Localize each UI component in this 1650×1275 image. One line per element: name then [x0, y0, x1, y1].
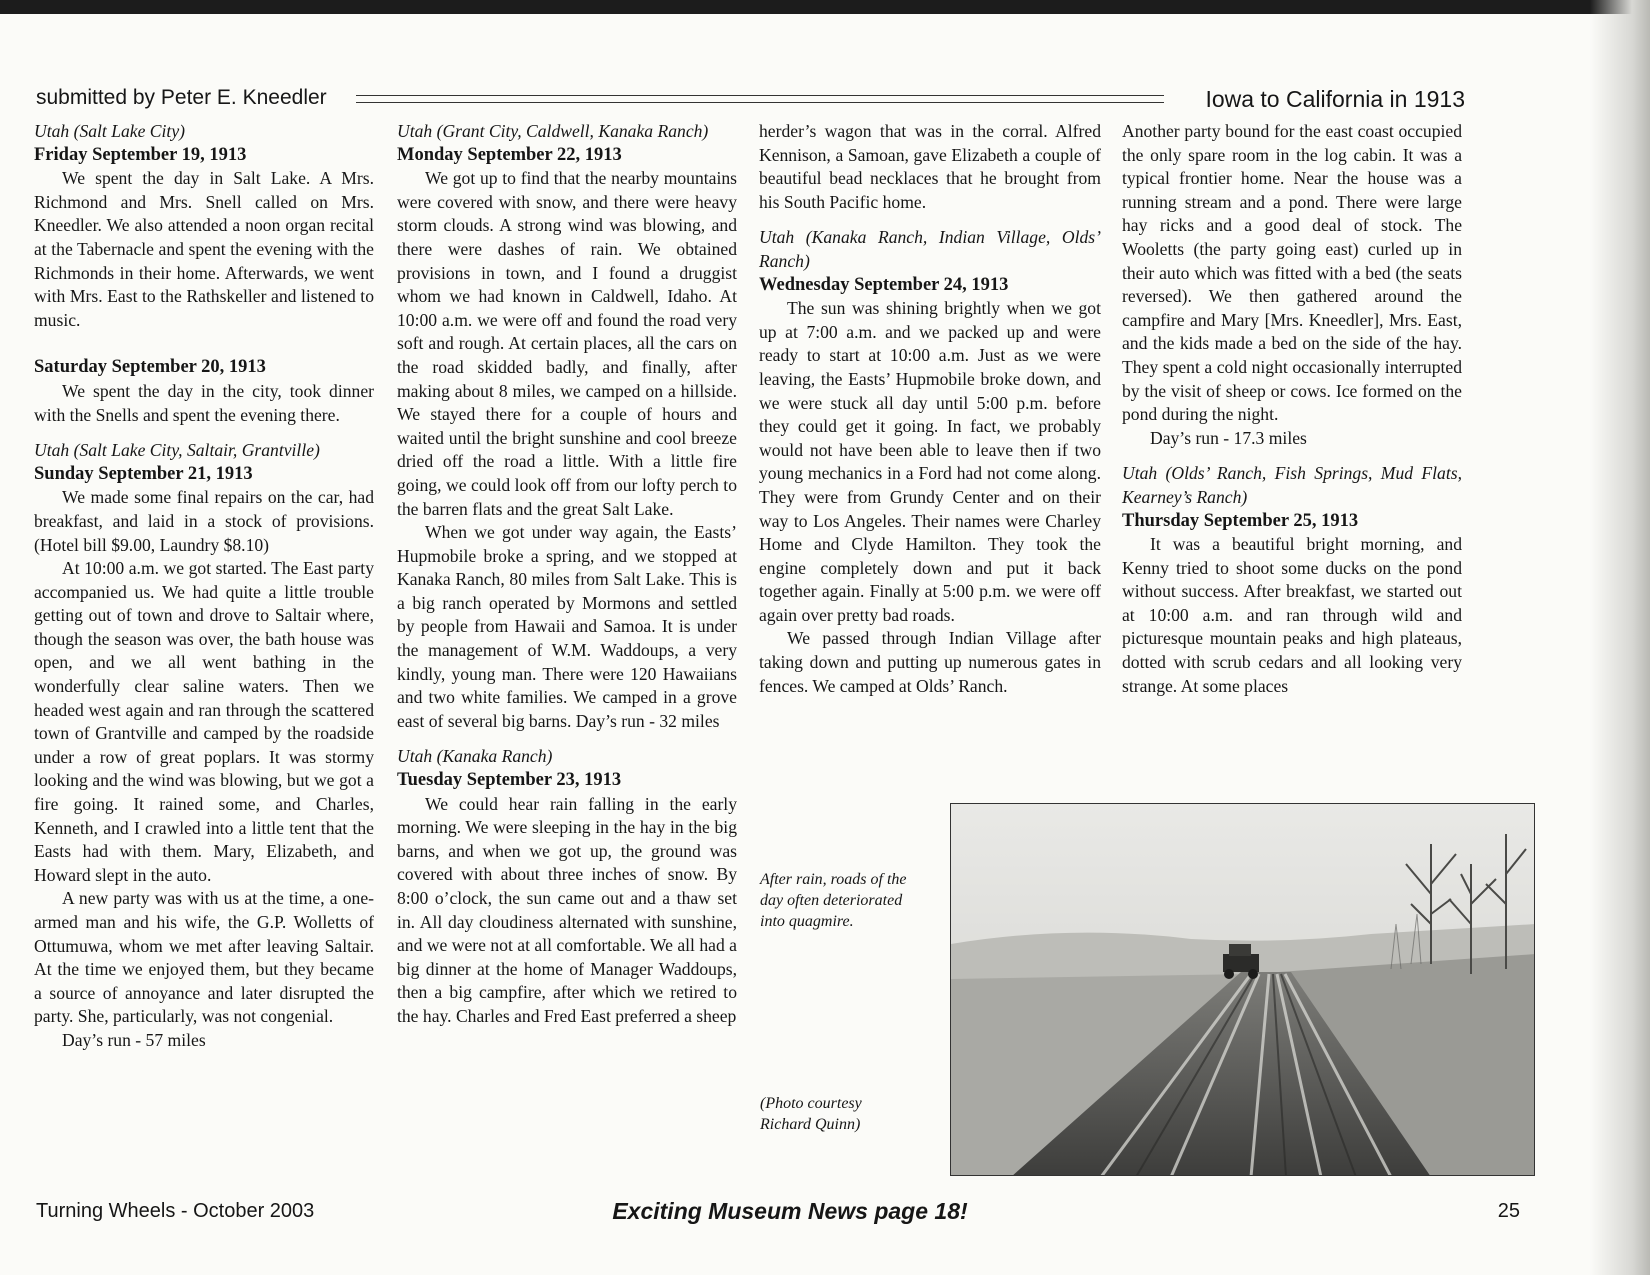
entry-location: Utah (Grant City, Caldwell, Kanaka Ranch) — [397, 121, 709, 141]
scan-top-edge — [0, 0, 1650, 14]
footer-promo: Exciting Museum News page 18! — [612, 1198, 968, 1224]
entry-date: Friday September 19, 1913 — [34, 144, 247, 165]
entry-date: Saturday September 20, 1913 — [34, 357, 266, 378]
column-3 — [759, 120, 1101, 698]
days-run: Day’s run - 17.3 miles — [1150, 427, 1307, 448]
entry-paragraph: We spent the day in Salt Lake. A Mrs. Richmond and Mrs. Snell called on Mrs. Kneedler. We also attended a noon organ recital at the Tabernacle and spent the evening with the Richmonds in their home. Afterwards, we went with Mrs. East to the Rathskeller and listened to music. — [34, 168, 374, 330]
entry-paragraph: The sun was shining brightly when we got up at 7:00 a.m. and we packed up and were ready to start at 10:00 a.m. Just as we were leaving, the Easts’ Hupmobile broke down, and we were stuck all day until 5:00 p.m. before they could get it going. In fact, we probably would not have been able to leave then if two young mechanics in a Ford had not come along. They were from Grundy Center and on their way to Los Angeles. Their names were Charley Home and Clyde Hamilton. They took the engine completely down and put it back together again. Finally at 5:00 p.m. we were off again over pretty bad roads. — [759, 298, 1101, 625]
entry-paragraph: We spent the day in the city, took dinner with the Snells and spent the evening there. — [34, 380, 374, 425]
entry-paragraph: We passed through Indian Village after taking down and putting up numerous gates in fences. We camped at Olds’ Ranch. — [759, 628, 1101, 696]
days-run: Day’s run - 57 miles — [62, 1029, 206, 1050]
column-2 — [397, 120, 737, 1029]
entry-date: Wednesday September 24, 1913 — [759, 274, 1009, 295]
entry-location: Utah (Salt Lake City, Saltair, Grantville) — [34, 440, 320, 461]
entry-date: Sunday September 21, 1913 — [34, 463, 253, 484]
column-1 — [34, 120, 374, 1053]
entry-paragraph: herder’s wagon that was in the corral. Alfred Kennison, a Samoan, gave Elizabeth a couple of beautiful bead necklaces that he brought from his South Pacific home. — [759, 121, 1101, 212]
entry-paragraph: Another party bound for the east coast occupied the only spare room in the log cabin. It was a typical frontier home. Near the house was a running stream and a pond. There were large hay ricks and a good deal of stock. The Wooletts (the party going east) curled up in their auto which was fitted with a bed (the seats reversed). We then gathered around the campfire and Mary [Mrs. Kneedler], Mrs. East, and the kids made a bed on the side of the hay. They spent a cold night occasionally interrupted by the visit of sheep or cows. Ice formed on the pond during the night. — [1122, 121, 1462, 425]
entry-date: Thursday September 25, 1913 — [1122, 510, 1359, 531]
muddy-road-photo — [950, 803, 1535, 1176]
scan-right-edge-shadow — [1590, 0, 1650, 1275]
entry-paragraph: A new party was with us at the time, a one-armed man and his wife, the G.P. Wolletts of Ottumuwa, whom we met after leaving Saltair. At the time we enjoyed them, but they became a source of annoyance and later disrupted the party. She, particularly, was not congenial. — [34, 888, 374, 1027]
photo-credit: (Photo courtesy Richard Quinn) — [760, 1095, 862, 1133]
entry-date: Monday September 22, 1913 — [397, 144, 622, 165]
article-title: Iowa to California in 1913 — [1205, 86, 1465, 112]
entry-location: Utah (Olds’ Ranch, Fish Springs, Mud Flats, Kearney’s Ranch) — [1122, 463, 1462, 507]
entry-paragraph: It was a beautiful bright morning, and Kenny tried to shoot some ducks on the pond without success. After breakfast, we started out at 10:00 a.m. and ran through wild and picturesque mountain peaks and high plateaus, dotted with scrub cedars and all looking very strange. At some places — [1122, 534, 1462, 696]
footer-publication: Turning Wheels - October 2003 — [36, 1200, 315, 1222]
entry-date: Tuesday September 23, 1913 — [397, 770, 622, 791]
photo-block — [760, 803, 1535, 1176]
header-rule — [356, 95, 1164, 103]
column-4 — [1122, 120, 1462, 698]
entry-paragraph: When we got under way again, the Easts’ Hupmobile broke a spring, and we stopped at Kanaka Ranch, 80 miles from Salt Lake. This is a big ranch operated by Mormons and settled by people from Hawaii and Samoa. It is under the management of W.M. Waddoups, a very kindly, young man. There were 120 Hawaiians and two white families. We camped in a grove east of several big barns. Day’s run - 32 miles — [397, 522, 737, 731]
entry-paragraph: We could hear rain falling in the early morning. We were sleeping in the hay in the big barns, and when we got up, the ground was covered with about three inches of snow. By 8:00 o’clock, the sun came out and a thaw set in. All day cloudiness alternated with sunshine, and we were not at all comfortable. We all had a big dinner at the home of Manager Waddoups, then a big campfire, after which we retired to the hay. Charles and Fred East preferred a sheep — [397, 793, 737, 1026]
entry-location: Utah (Kanaka Ranch, Indian Village, Olds’ Ranch) — [759, 227, 1101, 271]
page-number: 25 — [1497, 1200, 1520, 1222]
entry-location: Utah (Salt Lake City) — [34, 121, 185, 141]
entry-paragraph: At 10:00 a.m. we got started. The East party accompanied us. We had quite a little trouble getting out of town and drove to Saltair where, though the season was over, the bath house was open, and we all went bathing in the wonderfully clear saline waters. Then we headed west again and ran through the scattered town of Grantville and camped by the roadside under a row of great poplars. It was stormy looking and the wind was blowing, but we got a fire going. It rained some, and Charles, Kenneth, and I crawled into a little tent that the Easts had with them. Mary, Elizabeth, and Howard slept in the auto. — [34, 558, 374, 885]
entry-location: Utah (Kanaka Ranch) — [397, 746, 553, 767]
photo-caption: After rain, roads of the day often deteriorated into quagmire. — [760, 871, 907, 930]
author-credit: submitted by Peter E. Kneedler — [36, 86, 327, 109]
entry-paragraph: We made some final repairs on the car, had breakfast, and laid in a stock of provisions. (Hotel bill $9.00, Laundry $8.10) — [34, 487, 374, 555]
entry-paragraph: We got up to find that the nearby mountains were covered with snow, and there were heavy storm clouds. A strong wind was blowing, and there were dashes of rain. We obtained provisions in town, and I found a druggist whom we had known in Caldwell, Idaho. At 10:00 a.m. we were off and found the road very soft and rough. At certain places, all the cars on the road skidded badly, and finally, after making about 8 miles, we camped on a hillside. We stayed there for a couple of hours and waited until the bright sunshine and cool breeze dried off the road a little. With a little fire going, we could look off from our lofty perch to the barren flats and the great Salt Lake. — [397, 168, 737, 519]
